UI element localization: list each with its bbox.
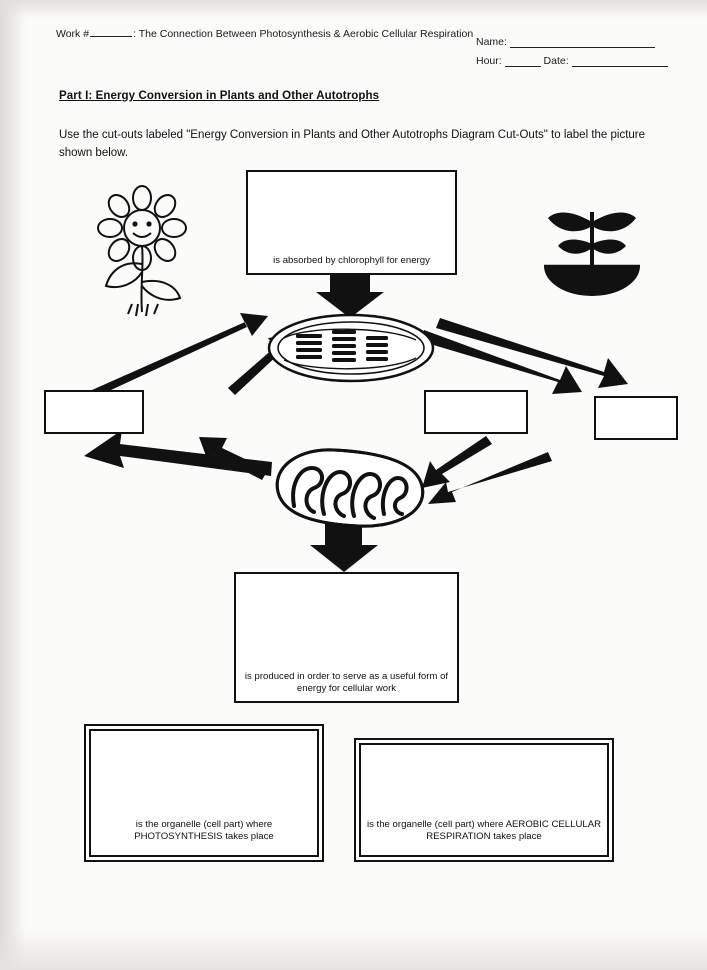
work-number-label: Work # [56,28,90,40]
date-label: Date: [543,55,569,67]
light-energy-box[interactable] [246,170,457,275]
atp-box[interactable] [234,572,459,703]
chloroplast-box-inner [89,729,319,857]
part-heading: Part I: Energy Conversion in Plants and Other Autotrophs [59,90,380,102]
left-reactant-box[interactable] [44,390,144,434]
mitochondrion-box-inner [359,743,609,857]
chloroplast-box[interactable] [84,724,324,862]
flower-illustration [92,186,232,326]
instructions-text: Use the cut-outs labeled "Energy Conversion in Plants and Other Autotrophs Diagram Cut-Outs" to label the picture shown below. [59,129,646,159]
right-reactant-box[interactable] [594,396,678,440]
chloroplast-box-caption: is the organelle (cell part) where PHOTOSYNTHESIS takes place [134,819,274,843]
arrow-mitochondrion-to-center-box [199,437,268,480]
atp-box-caption: is produced in order to serve as a useful form of energy for cellular work [244,671,449,695]
arrow-far-right-box-to-mitochondrion [428,452,552,504]
mitochondrion-box-caption: is the organelle (cell part) where AEROBIC CELLULAR RESPIRATION takes place [366,819,602,843]
mitochondrion-box[interactable] [354,738,614,862]
hour-label: Hour: [476,55,502,67]
light-energy-box-caption: is absorbed by chlorophyll for energy [273,255,430,267]
mitochondrion-illustration [270,444,430,534]
name-label: Name: [476,36,507,48]
worksheet-title: : The Connection Between Photosynthesis & Aerobic Cellular Respiration [133,28,474,40]
center-reactant-box[interactable] [424,390,528,434]
seedling-illustration [534,192,654,302]
chloroplast-illustration [266,308,436,388]
